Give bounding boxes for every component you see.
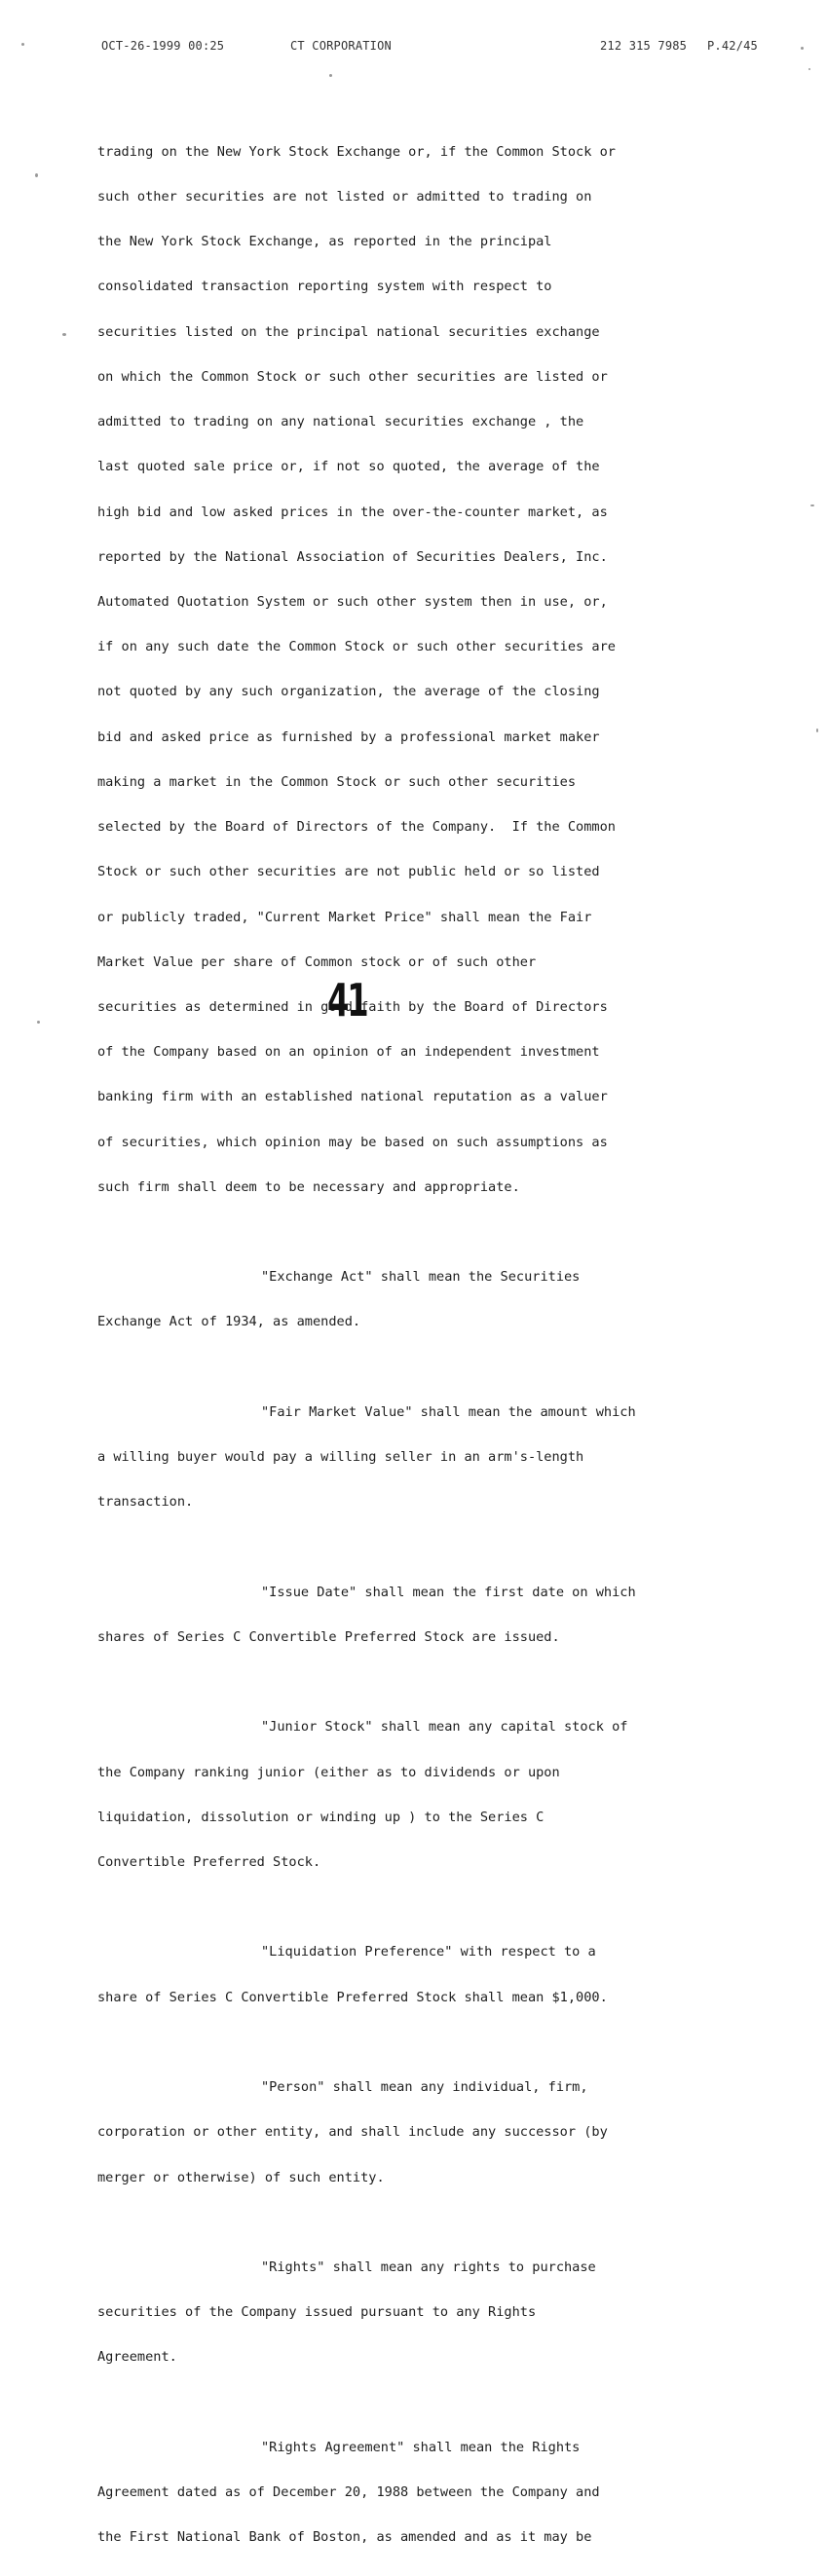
definition-person [97, 2050, 721, 2215]
fax-company: CT CORPORATION [290, 39, 392, 53]
scan-speck [810, 504, 814, 506]
paragraph-current-market-price [97, 115, 721, 1225]
text-line: such other securities are not listed or admitted to trading on [97, 189, 592, 205]
definition-rights [97, 2230, 721, 2395]
definition-first-line: "Fair Market Value" shall mean the amount which [261, 1403, 636, 1420]
text-line: Exchange Act of 1934, as amended. [97, 1314, 361, 1330]
text-line: reported by the National Association of Securities Dealers, Inc. [97, 548, 608, 565]
definition-first-line: "Junior Stock" shall mean any capital stock of [261, 1719, 628, 1736]
text-line: the Company ranking junior (either as to dividends or upon [97, 1764, 560, 1780]
text-line: not quoted by any such organization, the average of the closing [97, 684, 600, 700]
text-line: of the Company based on an opinion of an independent investment [97, 1044, 600, 1061]
text-line: making a market in the Common Stock or such other securities [97, 773, 577, 790]
text-line: banking firm with an established national reputation as a valuer [97, 1089, 608, 1105]
text-line: shares of Series C Convertible Preferred Stock are issued. [97, 1628, 560, 1645]
definition-first-line: "Rights" shall mean any rights to purchase [261, 2259, 596, 2275]
text-line: if on any such date the Common Stock or such other securities are [97, 639, 616, 655]
text-line: Convertible Preferred Stock. [97, 1854, 321, 1871]
text-line: Stock or such other securities are not public held or so listed [97, 864, 600, 880]
definition-fair-market-value [97, 1375, 721, 1540]
fax-page: P.42/45 [707, 39, 758, 53]
scan-speck [329, 74, 332, 77]
definition-liquidation-preference [97, 1916, 721, 2035]
text-line: Automated Quotation System or such other system then in use, or, [97, 594, 608, 610]
definition-first-line: "Rights Agreement" shall mean the Rights [261, 2439, 581, 2455]
text-line: Market Value per share of Common stock or of such other [97, 953, 537, 970]
text-line: consolidated transaction reporting system with respect to [97, 279, 552, 295]
text-line: Agreement dated as of December 20, 1988 between the Company and [97, 2484, 600, 2501]
scan-speck [35, 173, 38, 177]
scan-speck [21, 43, 24, 46]
text-line: the New York Stock Exchange, as reported in the principal [97, 234, 552, 250]
text-line: merger or otherwise) of such entity. [97, 2169, 385, 2185]
scan-speck [816, 728, 818, 732]
text-line: last quoted sale price or, if not so quoted, the average of the [97, 459, 600, 475]
text-line: on which the Common Stock or such other securities are listed or [97, 368, 608, 385]
text-line: bid and asked price as furnished by a professional market maker [97, 728, 600, 745]
definition-first-line: "Liquidation Preference" with respect to a [261, 1944, 596, 1960]
definition-first-line: "Exchange Act" shall mean the Securities [261, 1269, 581, 1286]
text-line: the First National Bank of Boston, as amended and as it may be [97, 2529, 592, 2546]
definition-first-line: "Person" shall mean any individual, firm, [261, 2079, 588, 2096]
text-line: high bid and low asked prices in the over-the-counter market, as [97, 504, 608, 520]
text-line: Agreement. [97, 2349, 177, 2366]
definition-rights-agreement [97, 2410, 721, 2575]
text-line: a willing buyer would pay a willing seller in an arm's-length [97, 1449, 584, 1466]
text-line: securities as determined in good faith by the Board of Directors [97, 998, 608, 1015]
definition-exchange-act [97, 1240, 721, 1360]
text-line: share of Series C Convertible Preferred Stock shall mean $1,000. [97, 1989, 608, 2005]
text-line: transaction. [97, 1494, 194, 1511]
text-line: of securities, which opinion may be based on such assumptions as [97, 1134, 608, 1150]
text-line: corporation or other entity, and shall include any successor (by [97, 2124, 608, 2141]
scan-speck [62, 333, 66, 336]
scan-speck [808, 68, 810, 70]
text-line: securities listed on the principal national securities exchange [97, 323, 600, 340]
fax-datetime: OCT-26-1999 00:25 [101, 39, 225, 53]
fax-header [0, 39, 827, 58]
text-line: securities of the Company issued pursuant to any Rights [97, 2304, 537, 2321]
definition-first-line: "Issue Date" shall mean the first date on which [261, 1584, 636, 1600]
text-line: admitted to trading on any national securities exchange , the [97, 414, 584, 430]
text-line: such firm shall deem to be necessary and appropriate. [97, 1178, 520, 1195]
scan-speck [37, 1021, 40, 1024]
document-body [97, 115, 721, 2576]
handwritten-page-number: 41 [327, 974, 367, 1027]
definition-junior-stock [97, 1691, 721, 1901]
text-line: or publicly traded, "Current Market Price" shall mean the Fair [97, 909, 592, 925]
text-line: liquidation, dissolution or winding up ) to the Series C [97, 1809, 545, 1825]
fax-phone: 212 315 7985 [600, 39, 688, 53]
definition-issue-date [97, 1555, 721, 1675]
text-line: trading on the New York Stock Exchange or, if the Common Stock or [97, 143, 616, 160]
scan-speck [801, 47, 804, 50]
text-line: selected by the Board of Directors of the Company. If the Common [97, 819, 616, 836]
